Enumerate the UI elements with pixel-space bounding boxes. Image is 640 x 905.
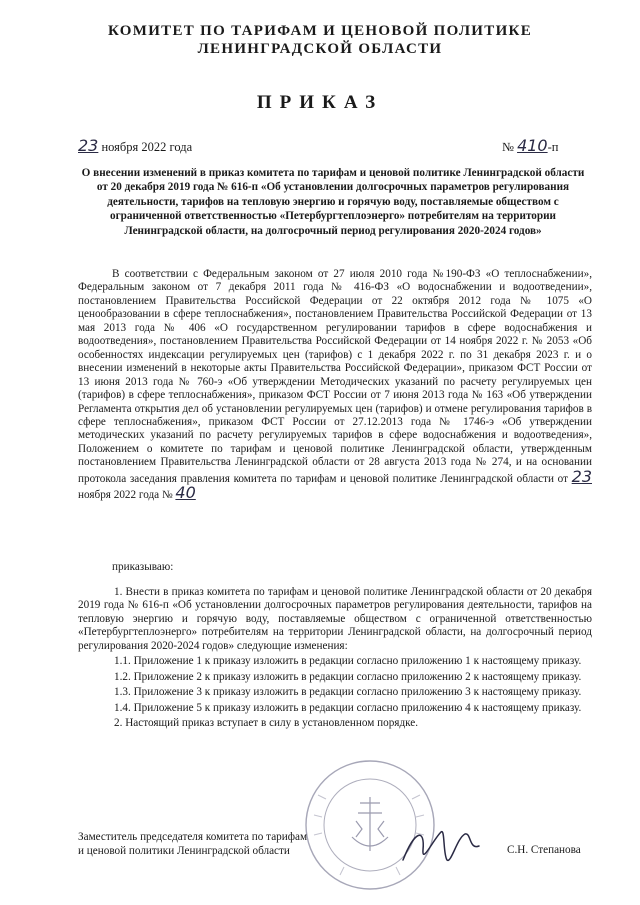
number-handwritten: 410 bbox=[517, 136, 548, 155]
protocol-number-handwritten: 40 bbox=[175, 483, 196, 503]
item-1: 1. Внести в приказ комитета по тарифам и ценовой политике Ленинградской области от 20 декабря 2019 года № 616-п «Об установлении долгосрочных параметров регулирования деятельности, тарифов на тепловую энергию и горячую воду, поставляемые обществом с ограниченной ответственностью «Петербургтеплоэнерго» потребителям на территории Ленинградской области, на долгосрочный период регулирования 2020-2024 годов» следующие изменения: bbox=[78, 586, 592, 652]
date-rest: ноября 2022 года bbox=[98, 140, 193, 154]
meeting-day-handwritten: 23 bbox=[571, 466, 592, 486]
order-items bbox=[78, 586, 592, 731]
preamble bbox=[78, 268, 592, 503]
preamble-text-after-day: ноября 2022 года № bbox=[78, 489, 176, 502]
preamble-text: В соответствии с Федеральным законом от 27 июля 2010 года №190-ФЗ «О теплоснабжении», Федеральным законом от 7 декабря 2011 года № 416-ФЗ «О водоснабжении и водоотведении», постановлением Правительства Российской Федерации от 22 октября 2012 года № 1075 «О ценообразовании в сфере теплоснабжения», постановлением Правительства Российской Федерации от 13 мая 2013 года № 406 «О государственном регулировании тарифов в сфере водоснабжения и водоотведения», постановлением Правительства Российской Федерации от 14 ноября 2022 г. № 2053 «Об особенностях индексации регулируемых цен (тарифов) с 1 декабря 2022 г. по 31 декабря 2023 г. и о внесении изменений в некоторые акты Правительства Российской Федерации», приказом ФСТ России от 13 июня 2013 года № 760-э «Об утверждении Методических указаний по расчету регулируемых цен (тарифов) в сфере теплоснабжения», приказом ФСТ России от 7 июня 2013 года № 163 «Об утверждении Регламента открытия дел об установлении регулируемых цен (тарифов) и отмене регулирования тарифов в сфере теплоснабжения», приказом ФСТ России от 27.12.2013 года № 1746-э «Об утверждении методических указаний по расчету регулируемых тарифов в сфере водоснабжения и водоотведения», Положением о комитете по тарифам и ценовой политике Ленинградской области, утвержденным постановлением Правительства Ленинградской области от 28 августа 2013 года № 274, и на основании протокола заседания правления комитета по тарифам и ценовой политике Ленинградской области от bbox=[78, 268, 592, 485]
document-subject: О внесении изменений в приказ комитета по тарифам и ценовой политике Ленинградской области от 20 декабря 2019 года № 616-п «Об установлении долгосрочных параметров регулирования деятельности, тарифов на тепловую энергию и горячую воду, поставляемые обществом с ограниченной ответственностью «Петербургтеплоэнерго» потребителям на территории Ленинградской области, на долгосрочный период регулирования 2020-2024 годов» bbox=[81, 167, 585, 237]
item-1-4: 1.4. Приложение 5 к приказу изложить в редакции согласно приложению 4 к настоящему приказу. bbox=[114, 701, 582, 714]
item-1-2: 1.2. Приложение 2 к приказу изложить в редакции согласно приложению 2 к настоящему приказу. bbox=[114, 670, 582, 683]
document-number bbox=[502, 136, 558, 155]
number-suffix: -п bbox=[547, 140, 559, 154]
signatory-title bbox=[78, 830, 307, 858]
handwritten-signature-icon bbox=[395, 820, 485, 870]
preamble-paragraph bbox=[78, 268, 592, 503]
signatory-title-line2: и ценовой политики Ленинградской области bbox=[78, 845, 290, 857]
org-name-line2: ЛЕНИНГРАДСКОЙ ОБЛАСТИ bbox=[197, 41, 443, 57]
document-date bbox=[78, 136, 192, 155]
item-1-1: 1.1. Приложение 1 к приказу изложить в редакции согласно приложению 1 к настоящему приказу. bbox=[114, 655, 582, 668]
org-name-line1: КОМИТЕТ ПО ТАРИФАМ И ЦЕНОВОЙ ПОЛИТИКЕ bbox=[107, 23, 533, 39]
order-word: приказываю: bbox=[112, 561, 174, 573]
item-2: 2. Настоящий приказ вступает в силу в установленном порядке. bbox=[114, 717, 419, 730]
document-title: ПРИКАЗ bbox=[256, 92, 384, 113]
item-1-3: 1.3. Приложение 3 к приказу изложить в редакции согласно приложению 3 к настоящему приказу. bbox=[114, 686, 582, 699]
signatory-name: С.Н. Степанова bbox=[507, 844, 581, 856]
date-day-handwritten: 23 bbox=[78, 136, 99, 155]
signatory-title-line1: Заместитель председателя комитета по тарифам bbox=[78, 831, 308, 843]
number-prefix: № bbox=[502, 140, 518, 154]
